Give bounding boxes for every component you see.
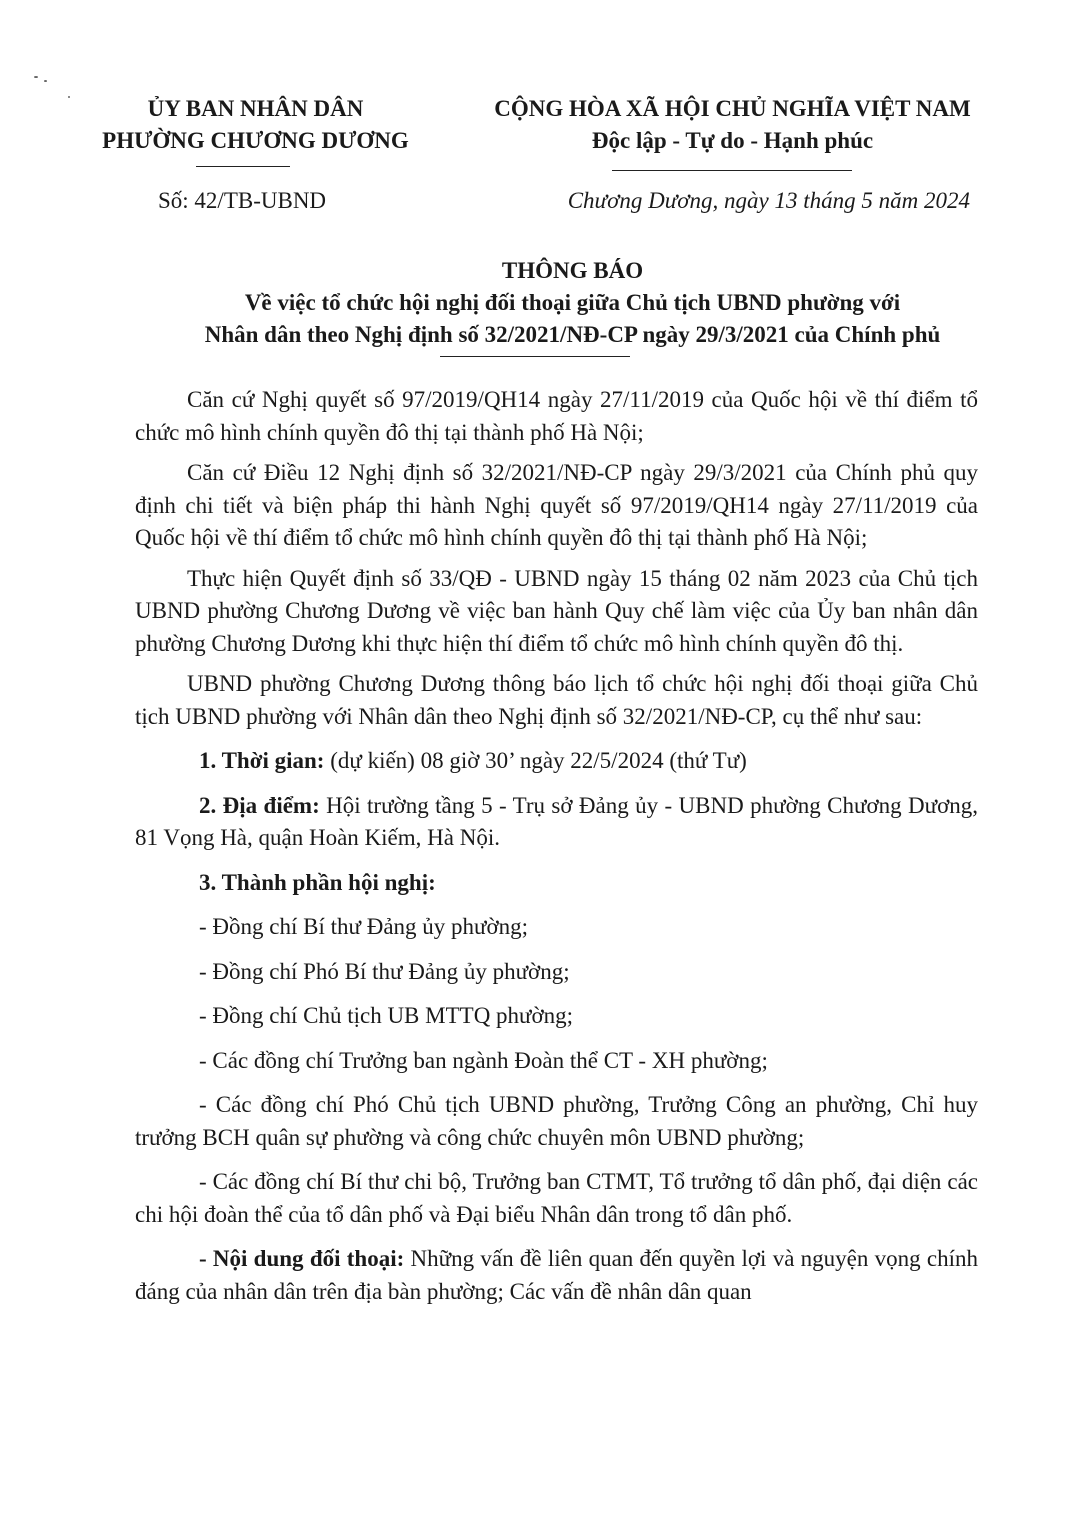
- basis-paragraph-2: Căn cứ Điều 12 Nghị định số 32/2021/NĐ-CP ngày 29/3/2021 của Chính phủ quy định chi tiết và biện pháp thi hành Nghị quyết số 97/2019/QH14 ngày 27/11/2019 của Quốc hội về thí điểm tổ chức mô hình chính quyền đô thị tại thành phố Hà Nội;: [135, 460, 978, 550]
- authority-line-1: ỦY BAN NHÂN DÂN: [147, 96, 364, 121]
- participant-item: - Đồng chí Chủ tịch UB MTTQ phường;: [199, 1003, 574, 1028]
- national-motto: [460, 93, 1005, 157]
- item-time-label: 1. Thời gian:: [199, 748, 325, 773]
- document-body: [135, 384, 978, 1320]
- item-participants-heading: [135, 867, 978, 900]
- basis-paragraph-1: Căn cứ Nghị quyết số 97/2019/QH14 ngày 27/11/2019 của Quốc hội về thí điểm tổ chức mô hình chính quyền đô thị tại thành phố Hà Nội;: [135, 387, 978, 445]
- motto-line: Độc lập - Tự do - Hạnh phúc: [591, 128, 874, 153]
- authority-underline: [196, 166, 290, 167]
- title-sub-line-2: Nhân dân theo Nghị định số 32/2021/NĐ-CP ngày 29/3/2021 của Chính phủ: [204, 322, 941, 347]
- announcement-paragraph: UBND phường Chương Dương thông báo lịch tổ chức hội nghị đối thoại giữa Chủ tịch UBND phường với Nhân dân theo Nghị định số 32/2021/NĐ-CP, cụ thể như sau:: [135, 671, 978, 729]
- title-sub-line-1: Về việc tổ chức hội nghị đối thoại giữa Chủ tịch UBND phường với: [244, 290, 901, 315]
- authority-line-2: PHƯỜNG CHƯƠNG DƯƠNG: [102, 128, 409, 153]
- participant-item: - Các đồng chí Phó Chủ tịch UBND phường, Trưởng Công an phường, Chỉ huy trưởng BCH quân sự phường và công chức chuyên môn UBND phường;: [135, 1092, 978, 1150]
- issuing-authority: [78, 93, 433, 157]
- item-dialogue-content: [135, 1243, 978, 1308]
- item-time-text: (dự kiến) 08 giờ 30’ ngày 22/5/2024 (thứ Tư): [324, 748, 747, 773]
- place-and-date: Chương Dương, ngày 13 tháng 5 năm 2024: [567, 188, 970, 213]
- document-number: Số: 42/TB-UBND: [158, 188, 327, 213]
- basis-paragraph-3: Thực hiện Quyết định số 33/QĐ - UBND ngày 15 tháng 02 năm 2023 của Chủ tịch UBND phường Chương Dương về việc ban hành Quy chế làm việc của Ủy ban nhân dân phường Chương Dương khi thực hiện thí điểm tổ chức mô hình chính quyền đô thị.: [135, 565, 978, 656]
- title-main: THÔNG BÁO: [501, 258, 644, 283]
- scan-speck: [44, 80, 47, 82]
- item-location-text: Hội trường tầng 5 - Trụ sở Đảng ủy - UBND phường Chương Dương, 81 Vọng Hà, quận Hoàn Kiếm, Hà Nội.: [135, 792, 978, 850]
- scan-speck: [34, 76, 38, 78]
- participant-item: - Đồng chí Phó Bí thư Đảng ủy phường;: [199, 958, 570, 984]
- dialogue-content-text: Những vấn đề liên quan đến quyền lợi và nguyện vọng chính đáng của nhân dân trên địa bàn phường; Các vấn đề nhân dân quan: [135, 1246, 978, 1304]
- scan-speck: [68, 96, 70, 98]
- motto-underline: [612, 170, 852, 171]
- title-underline: [440, 356, 630, 357]
- nation-name: CỘNG HÒA XÃ HỘI CHỦ NGHĨA VIỆT NAM: [494, 96, 971, 121]
- document-title: [100, 255, 1045, 351]
- dialogue-content-label: - Nội dung đối thoại:: [199, 1246, 405, 1271]
- participant-item: - Đồng chí Bí thư Đảng ủy phường;: [199, 914, 529, 939]
- participant-item: - Các đồng chí Trưởng ban ngành Đoàn thể CT - XH phường;: [199, 1047, 768, 1073]
- item-time: [135, 745, 978, 778]
- item-location-label: 2. Địa điểm:: [199, 792, 320, 818]
- item-participants-label: 3. Thành phần hội nghị:: [199, 869, 436, 895]
- participant-item: - Các đồng chí Bí thư chi bộ, Trưởng ban CTMT, Tổ trưởng tổ dân phố, đại diện các chi hội đoàn thể của tổ dân phố và Đại biểu Nhân dân trong tổ dân phố.: [135, 1169, 978, 1227]
- item-location: [135, 790, 978, 855]
